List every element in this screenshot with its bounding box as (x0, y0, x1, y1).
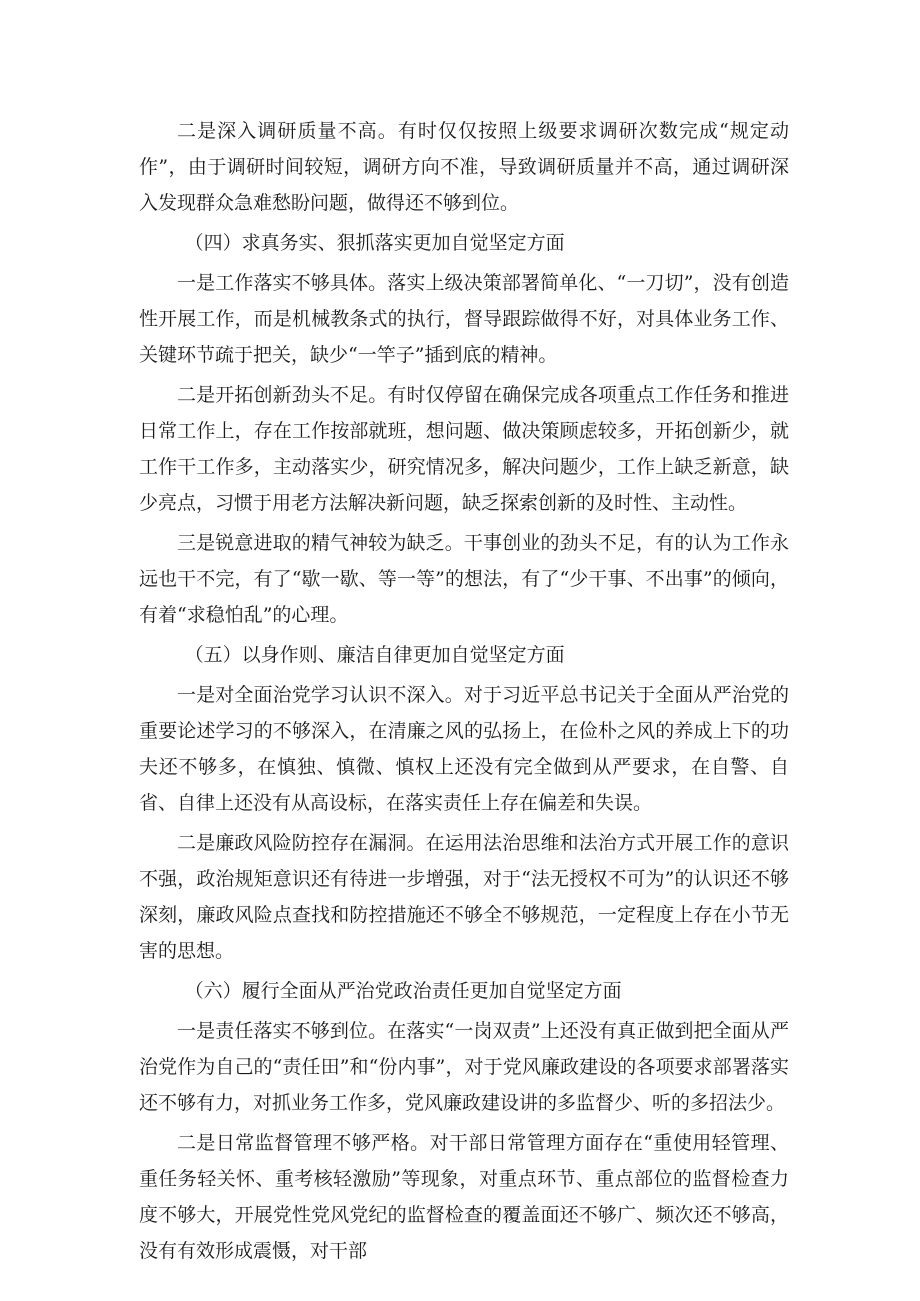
section-heading-6: （六）履行全面从严治党政治责任更加自觉坚定方面 (184, 980, 622, 1002)
paragraph-risk-control: 二是廉政风险防控存在漏洞。在运用法治思维和法治方式开展工作的意识不强，政治规矩意识还有待进一步增强，对于“法无授权不可为”的认识还不够深刻，廉政风险点查找和防控措施还不够全不够规范，一定程度上存在小节无害的思想。 (139, 832, 789, 962)
paragraph-innovation: 二是开拓创新劲头不足。有时仅停留在确保完成各项重点工作任务和推进日常工作上，存在工作按部就班，想问题、做决策顾虑较多，开拓创新少，就工作干工作多，主动落实少，研究情况多，解决问题少，工作上缺乏新意，缺少亮点，习惯于用老方法解决新问题，缺乏探索创新的及时性、主动性。 (139, 384, 789, 514)
document-body (139, 113, 789, 1273)
paragraph-supervision: 二是日常监督管理不够严格。对干部日常管理方面存在“重使用轻管理、重任务轻关怀、重考核轻激励”等现象，对重点环节、重点部位的监督检查力度不够大，开展党性党风党纪的监督检查的覆盖面还不够广、频次还不够高，没有有效形成震慑，对干部 (139, 1132, 789, 1262)
section-heading-4: （四）求真务实、狠抓落实更加自觉坚定方面 (184, 232, 565, 254)
paragraph-research-quality: 二是深入调研质量不高。有时仅仅按照上级要求调研次数完成“规定动作”，由于调研时间较短，调研方向不准，导致调研质量并不高，通过调研深入发现群众急难愁盼问题，做得还不够到位。 (139, 120, 789, 214)
paragraph-party-study: 一是对全面治党学习认识不深入。对于习近平总书记关于全面从严治党的重要论述学习的不够深入，在清廉之风的弘扬上，在俭朴之风的养成上下的功夫还不够多，在慎独、慎微、慎权上还没有完全做到从严要求，在自警、自省、自律上还没有从高设标，在落实责任上存在偏差和失误。 (139, 684, 789, 814)
paragraph-enterprising-spirit: 三是锐意进取的精气神较为缺乏。干事创业的劲头不足，有的认为工作永远也干不完，有了“歇一歇、等一等”的想法，有了“少干事、不出事”的倾向，有着“求稳怕乱”的心理。 (139, 532, 789, 626)
section-heading-5: （五）以身作则、廉洁自律更加自觉坚定方面 (184, 644, 565, 666)
paragraph-responsibility: 一是责任落实不够到位。在落实“一岗双责”上还没有真正做到把全面从严治党作为自己的“责任田”和“份内事”，对于党风廉政建设的各项要求部署落实还不够有力，对抓业务工作多，党风廉政建设讲的多监督少、听的多招法少。 (139, 1020, 789, 1114)
paragraph-work-implementation: 一是工作落实不够具体。落实上级决策部署简单化、“一刀切”，没有创造性开展工作，而是机械教条式的执行，督导跟踪做得不好，对具体业务工作、关键环节疏于把关，缺少“一竿子”插到底的精神。 (139, 272, 789, 366)
